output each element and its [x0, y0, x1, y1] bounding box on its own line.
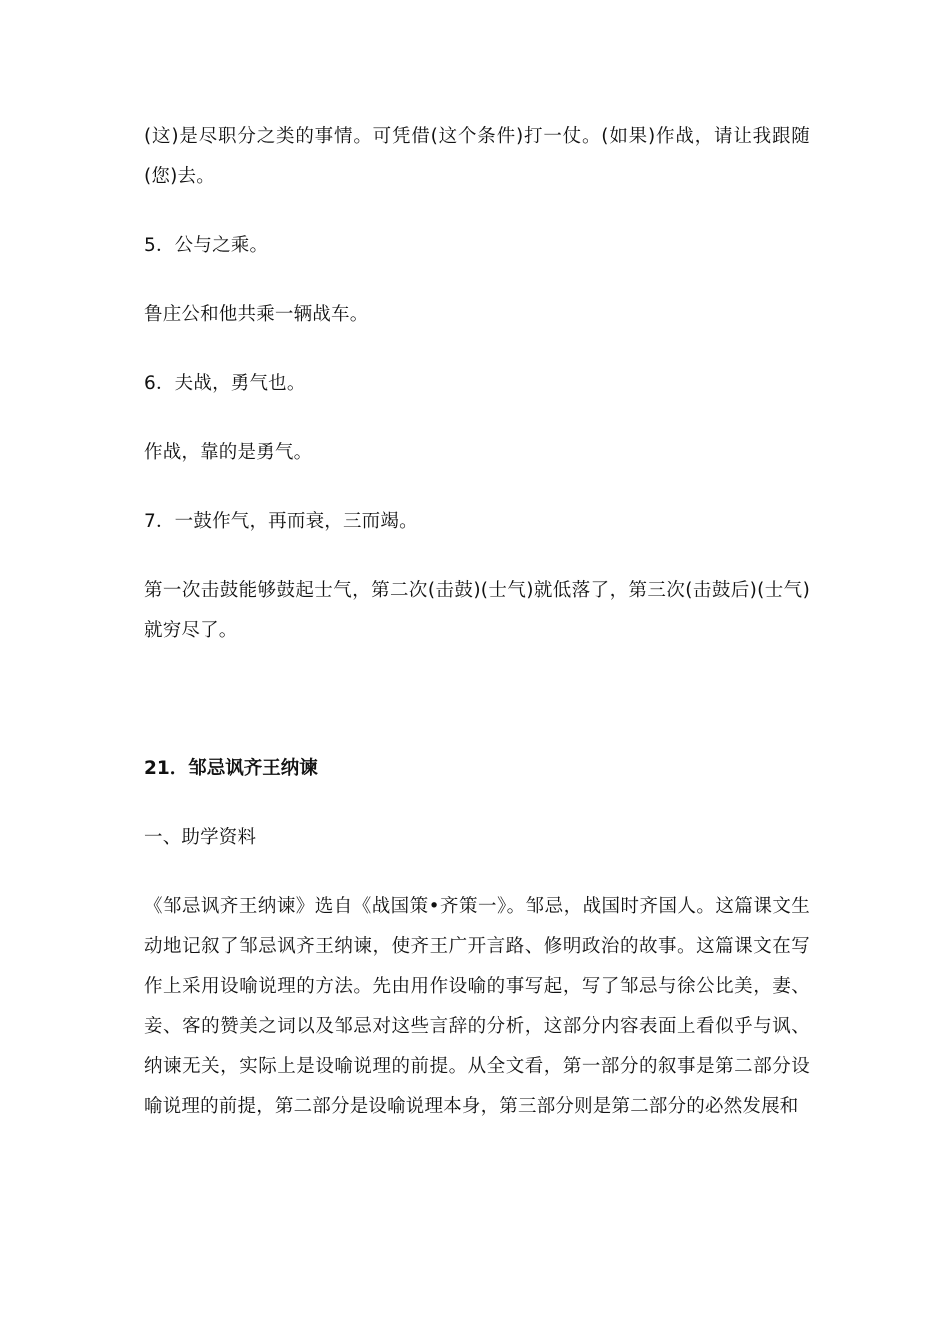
section-gap	[144, 680, 810, 749]
section-body: 《邹忌讽齐王纳谏》选自《战国策•齐策一》。邹忌，战国时齐国人。这篇课文生动地记叙了邹忌讽齐王纳谏，使齐王广开言路、修明政治的故事。这篇课文在写作上采用设喻说理的方法。先由用作设喻的事写起，写了邹忌与徐公比美，妻、妾、客的赞美之词以及邹忌对这些言辞的分析，这部分内容表面上看似乎与讽、纳谏无关，实际上是设喻说理的前提。从全文看，第一部分的叙事是第二部分设喻说理的前提，第二部分是设喻说理本身，第三部分则是第二部分的必然发展和	[144, 896, 810, 1117]
paragraph: 第一次击鼓能够鼓起士气，第二次(击鼓)(士气)就低落了，第三次(击鼓后)(士气)就穷尽了。	[144, 580, 810, 641]
paragraph: 鲁庄公和他共乘一辆战车。	[144, 304, 369, 325]
paragraph: (这)是尽职分之类的事情。可凭借(这个条件)打一仗。(如果)作战，请让我跟随(您)去。	[144, 126, 810, 187]
paragraph: 6．夫战，勇气也。	[144, 373, 306, 394]
section-title: 21．邹忌讽齐王纳谏	[144, 758, 318, 779]
paragraph: 作战，靠的是勇气。	[144, 442, 313, 463]
paragraph: 5．公与之乘。	[144, 235, 269, 256]
document-content	[144, 117, 810, 1156]
section-subtitle: 一、助学资料	[144, 827, 257, 848]
paragraph: 7．一鼓作气，再而衰，三而竭。	[144, 511, 418, 532]
